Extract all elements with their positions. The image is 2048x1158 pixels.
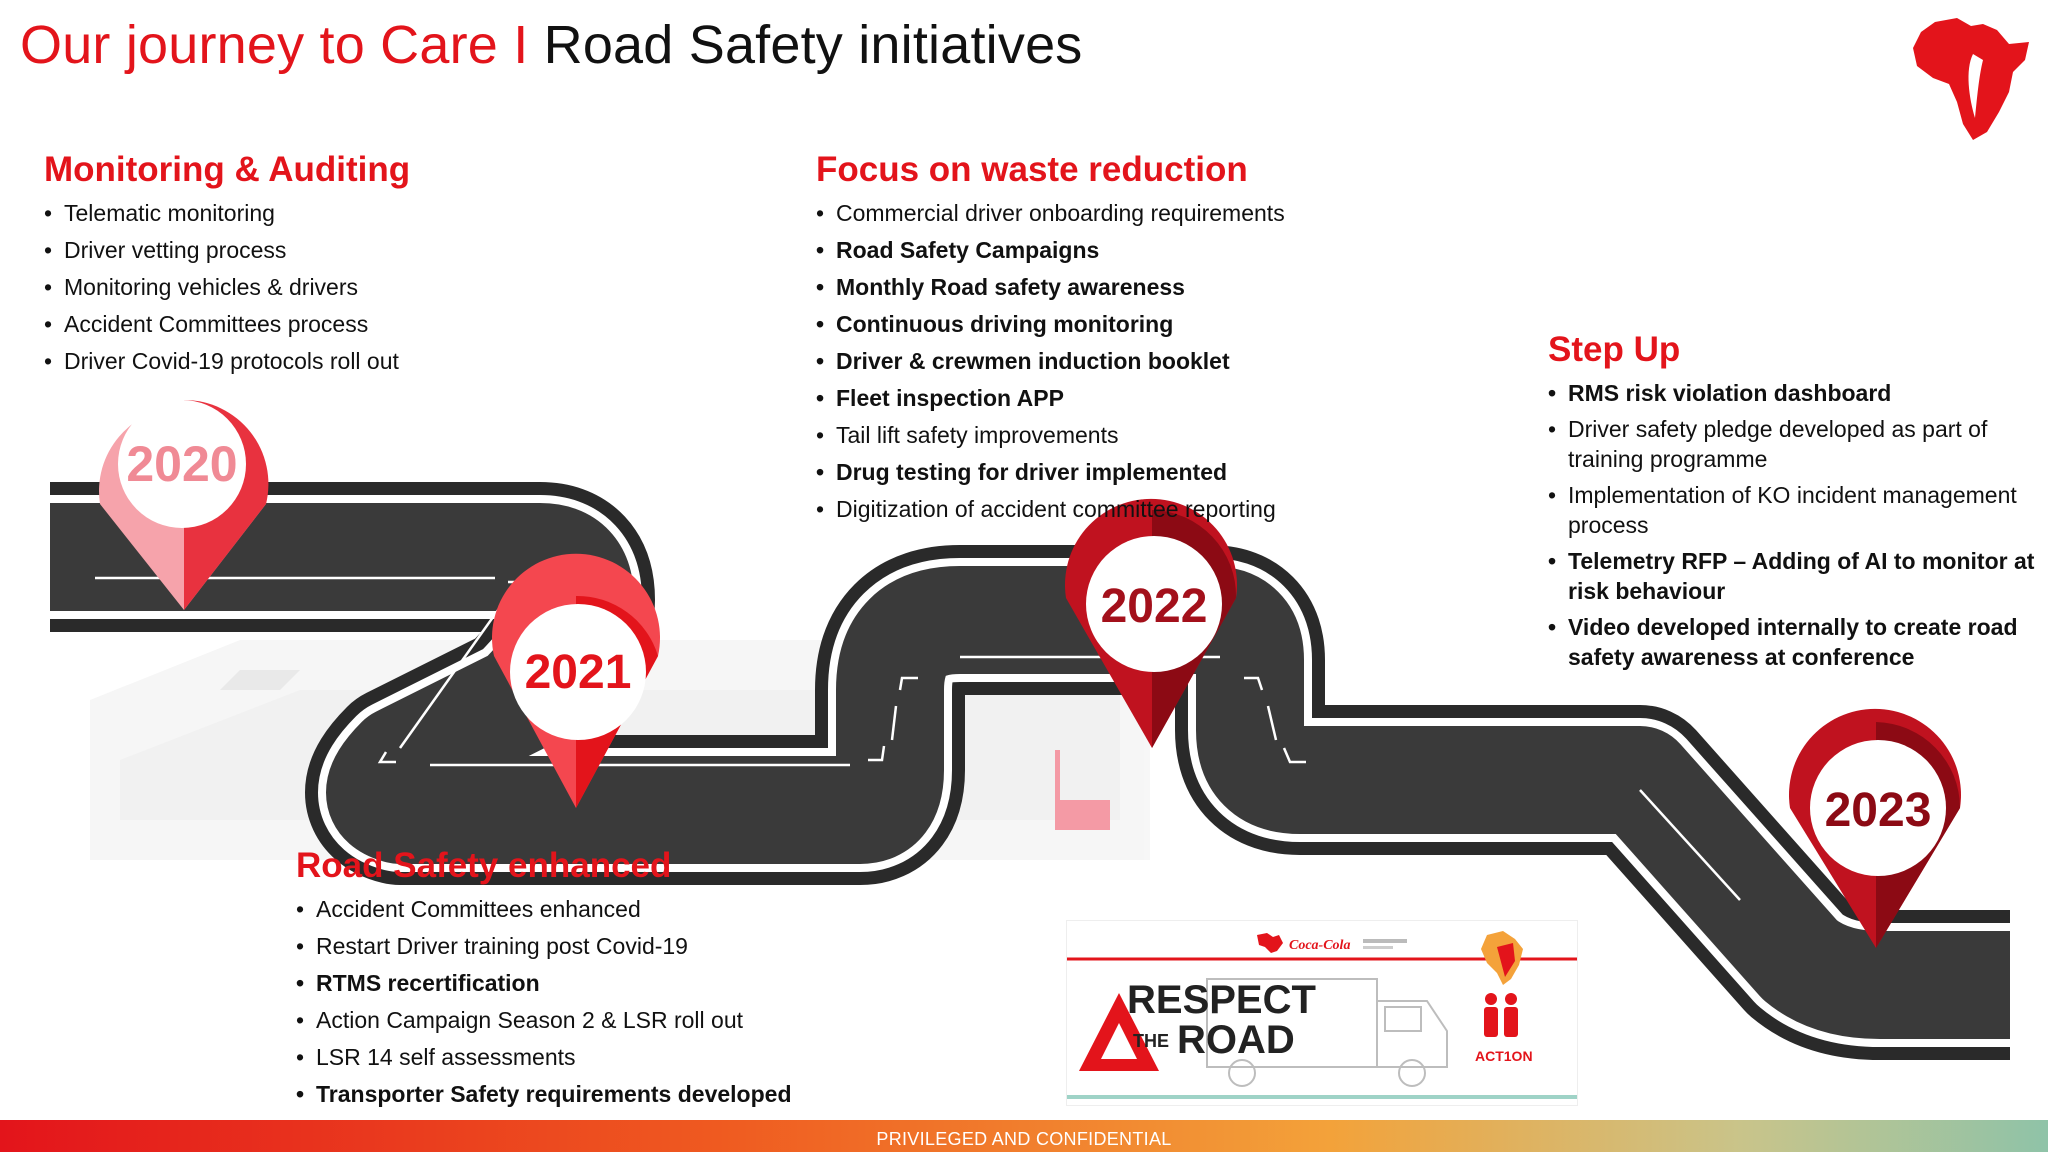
bullet-list: [816, 198, 1376, 525]
coca-cola-text: Coca-Cola: [1289, 938, 1351, 953]
banner-art: [1067, 921, 1577, 1105]
list-item: • Driver Covid-19 protocols roll out: [44, 346, 564, 377]
title-part1: Our journey to Care I: [20, 15, 529, 75]
bullet-list: [296, 894, 936, 1110]
list-item: • Restart Driver training post Covid-19: [296, 931, 936, 962]
list-item: • LSR 14 self assessments: [296, 1042, 936, 1073]
pin-year-2020: 2020: [126, 436, 238, 492]
banner-the: THE: [1133, 1031, 1169, 1051]
pin-year-2021: 2021: [524, 646, 632, 699]
section-2020: [44, 150, 564, 383]
list-item: • Monthly Road safety awareness: [816, 272, 1376, 303]
section-2021: [296, 846, 936, 1116]
list-item: • Driver & crewmen induction booklet: [816, 346, 1376, 377]
list-item: • Commercial driver onboarding requirements: [816, 198, 1376, 229]
list-item: • Driver safety pledge developed as part of training programme: [1548, 414, 2038, 474]
list-item: • Monitoring vehicles & drivers: [44, 272, 564, 303]
people-icon: [1484, 993, 1518, 1037]
list-item: • Telemetry RFP – Adding of AI to monitor at risk behaviour: [1548, 546, 2038, 606]
list-item: • Fleet inspection APP: [816, 383, 1376, 414]
list-item: • Digitization of accident committee reporting: [816, 494, 1376, 525]
pin-year-2023: 2023: [1824, 784, 1932, 837]
list-item: • Continuous driving monitoring: [816, 309, 1376, 340]
section-heading: Focus on waste reduction: [816, 150, 1248, 189]
list-item: • RMS risk violation dashboard: [1548, 378, 2038, 408]
respect-the-road-banner: [1066, 920, 1578, 1106]
section-heading: Step Up: [1548, 330, 1681, 369]
list-item: • Accident Committees enhanced: [296, 894, 936, 925]
list-item: • Video developed internally to create road safety awareness at conference: [1548, 612, 2038, 672]
banner-respect: RESPECT: [1127, 978, 1316, 1022]
list-item: • Transporter Safety requirements developed: [296, 1079, 936, 1110]
section-heading: Monitoring & Auditing: [44, 150, 411, 189]
list-item: • Accident Committees process: [44, 309, 564, 340]
banner-road: ROAD: [1177, 1018, 1295, 1062]
section-2022: [816, 150, 1376, 531]
section-2023: [1548, 330, 2038, 678]
list-item: • Drug testing for driver implemented: [816, 457, 1376, 488]
bullet-list: [44, 198, 564, 377]
section-heading: Road Safety enhanced: [296, 846, 672, 885]
action-label: ACT1ON: [1475, 1048, 1533, 1064]
action-logo: [1481, 931, 1523, 985]
list-item: • Implementation of KO incident management process: [1548, 480, 2038, 540]
footer-bar: [0, 1120, 2048, 1152]
bullet-list: [1548, 378, 2038, 672]
title-part2: Road Safety initiatives: [543, 15, 1083, 75]
coca-cola-brand: [1257, 933, 1407, 953]
footer-text: PRIVILEGED AND CONFIDENTIAL: [876, 1129, 1172, 1149]
list-item: • Driver vetting process: [44, 235, 564, 266]
list-item: • Road Safety Campaigns: [816, 235, 1376, 266]
pin-year-2022: 2022: [1100, 580, 1208, 633]
list-item: • Action Campaign Season 2 & LSR roll out: [296, 1005, 936, 1036]
list-item: • Tail lift safety improvements: [816, 420, 1376, 451]
list-item: • RTMS recertification: [296, 968, 936, 999]
list-item: • Telematic monitoring: [44, 198, 564, 229]
